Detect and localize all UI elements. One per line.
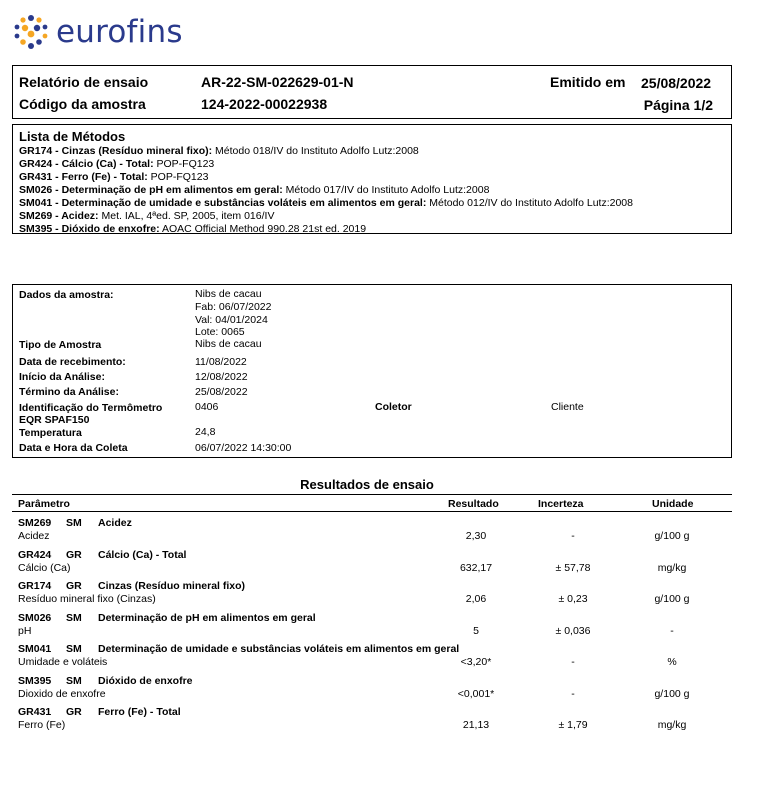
row-method-code: SM026 — [18, 611, 52, 624]
sample-code-label: Código da amostra — [19, 96, 146, 112]
row-lab: GR — [66, 548, 82, 561]
row-unit: % — [667, 656, 677, 668]
thermometer-label-2: EQR SPAF150 — [19, 414, 90, 426]
row-uncertainty: - — [571, 530, 575, 542]
row-parameter: Resíduo mineral fixo (Cinzas) — [18, 593, 156, 605]
row-lab: GR — [66, 580, 82, 592]
received-date-label: Data de recebimento: — [19, 356, 126, 368]
row-parameter: Ferro (Fe) — [18, 719, 66, 731]
report-header — [12, 65, 732, 119]
results-title: Resultados de ensaio — [300, 477, 434, 492]
row-uncertainty: - — [571, 656, 575, 668]
sample-line: Val: 04/01/2024 — [195, 314, 268, 326]
row-lab: SM — [66, 611, 82, 624]
row-parameter: Dioxido de enxofre — [18, 687, 106, 700]
collector-label: Coletor — [375, 401, 412, 413]
row-parameter: Acidez — [18, 530, 50, 542]
row-result: 2,30 — [465, 530, 487, 542]
row-method-name: Determinação de umidade e substâncias voláteis em alimentos em geral — [98, 643, 460, 655]
row-method-code: GR431 — [18, 706, 52, 718]
row-unit: - — [670, 624, 674, 637]
analysis-end-label: Término da Análise: — [19, 386, 119, 398]
method-item: SM026 - Determinação de pH em alimentos em geral: Método 017/IV do Instituto Adolfo Lutz:2008 — [19, 184, 490, 196]
row-method-name: Ferro (Fe) - Total — [98, 706, 181, 718]
eurofins-dots-icon — [12, 14, 50, 50]
col-header-uncertainty: Incerteza — [538, 498, 584, 510]
row-lab: SM — [66, 674, 82, 687]
collection-datetime: 06/07/2022 14:30:00 — [195, 442, 292, 454]
method-item: GR424 - Cálcio (Ca) - Total: POP-FQ123 — [19, 158, 215, 170]
row-result: 2,06 — [465, 593, 487, 605]
row-parameter: Cálcio (Ca) — [18, 561, 71, 574]
method-item: SM041 - Determinação de umidade e substâncias voláteis em alimentos em geral: Método 012/IV do Instituto Adolfo Lutz:2008 — [19, 197, 633, 209]
row-parameter: pH — [18, 624, 32, 637]
row-method-code: SM041 — [18, 643, 52, 655]
row-uncertainty: - — [571, 687, 575, 700]
row-unit: mg/kg — [657, 719, 687, 731]
results-table — [12, 494, 732, 736]
report-label: Relatório de ensaio — [19, 74, 149, 90]
row-result: <3,20* — [460, 656, 492, 668]
sample-code: 124-2022-00022938 — [201, 96, 328, 112]
methods-title: Lista de Métodos — [19, 129, 126, 144]
sample-line: Nibs de cacau — [195, 288, 262, 300]
row-result: 5 — [473, 624, 479, 637]
row-method-name: Acidez — [98, 517, 132, 529]
row-result: 21,13 — [462, 719, 490, 731]
page-indicator: Página 1/2 — [643, 97, 713, 113]
col-header-param: Parâmetro — [18, 498, 70, 510]
sample-type: Nibs de cacau — [195, 338, 262, 350]
row-unit: g/100 g — [654, 687, 690, 700]
methods-list — [12, 124, 732, 234]
method-item: GR174 - Cinzas (Resíduo mineral fixo): Método 018/IV do Instituto Adolfo Lutz:2008 — [19, 145, 419, 157]
method-item: SM269 - Acidez: Met. IAL, 4ªed. SP, 2005, item 016/IV — [19, 210, 275, 222]
thermometer-label: Identificação do Termômetro — [19, 402, 163, 414]
row-unit: g/100 g — [654, 593, 690, 605]
sample-data — [12, 284, 732, 458]
analysis-end: 25/08/2022 — [195, 386, 248, 398]
row-lab: SM — [66, 643, 82, 655]
row-method-code: SM269 — [18, 517, 52, 529]
analysis-start-label: Início da Análise: — [19, 371, 105, 383]
sample-line: Fab: 06/07/2022 — [195, 301, 272, 313]
row-method-name: Cinzas (Resíduo mineral fixo) — [98, 580, 246, 592]
row-method-name: Cálcio (Ca) - Total — [98, 548, 187, 561]
issued-date: 25/08/2022 — [641, 75, 712, 91]
header-divider — [12, 511, 732, 512]
received-date: 11/08/2022 — [195, 356, 247, 368]
row-parameter: Umidade e voláteis — [18, 656, 108, 668]
row-method-name: Determinação de pH em alimentos em geral — [98, 611, 316, 624]
sample-line: Lote: 0065 — [195, 326, 245, 338]
thermometer-id: 0406 — [195, 401, 219, 413]
row-uncertainty: ± 1,79 — [558, 719, 588, 731]
row-uncertainty: ± 0,23 — [558, 593, 588, 605]
row-lab: GR — [66, 706, 82, 718]
row-method-code: GR424 — [18, 548, 52, 561]
report-number: AR-22-SM-022629-01-N — [201, 74, 354, 90]
row-uncertainty: ± 57,78 — [555, 561, 591, 574]
issued-label: Emitido em — [550, 74, 626, 90]
col-header-unit: Unidade — [652, 498, 694, 510]
method-item: GR431 - Ferro (Fe) - Total: POP-FQ123 — [19, 171, 209, 183]
collector: Cliente — [551, 401, 584, 413]
row-method-code: GR174 — [18, 580, 52, 592]
row-result: <0,001* — [457, 687, 495, 700]
row-unit: g/100 g — [654, 530, 690, 542]
logo-text: eurofins — [56, 14, 183, 50]
row-method-name: Dióxido de enxofre — [98, 674, 193, 687]
temperature: 24,8 — [195, 426, 216, 438]
eurofins-logo — [12, 12, 183, 52]
collection-datetime-label: Data e Hora da Coleta — [19, 442, 128, 454]
row-result: 632,17 — [459, 561, 493, 574]
row-method-code: SM395 — [18, 674, 52, 687]
row-lab: SM — [66, 517, 82, 529]
col-header-result: Resultado — [448, 498, 499, 510]
analysis-start: 12/08/2022 — [195, 371, 248, 383]
row-unit: mg/kg — [657, 561, 687, 574]
row-uncertainty: ± 0,036 — [555, 624, 591, 637]
method-item: SM395 - Dióxido de enxofre: AOAC Official Method 990.28 21st ed. 2019 — [19, 223, 367, 235]
temperature-label: Temperatura — [19, 427, 82, 439]
sample-data-label: Dados da amostra: — [19, 289, 114, 301]
sample-type-label: Tipo de Amostra — [19, 339, 102, 351]
